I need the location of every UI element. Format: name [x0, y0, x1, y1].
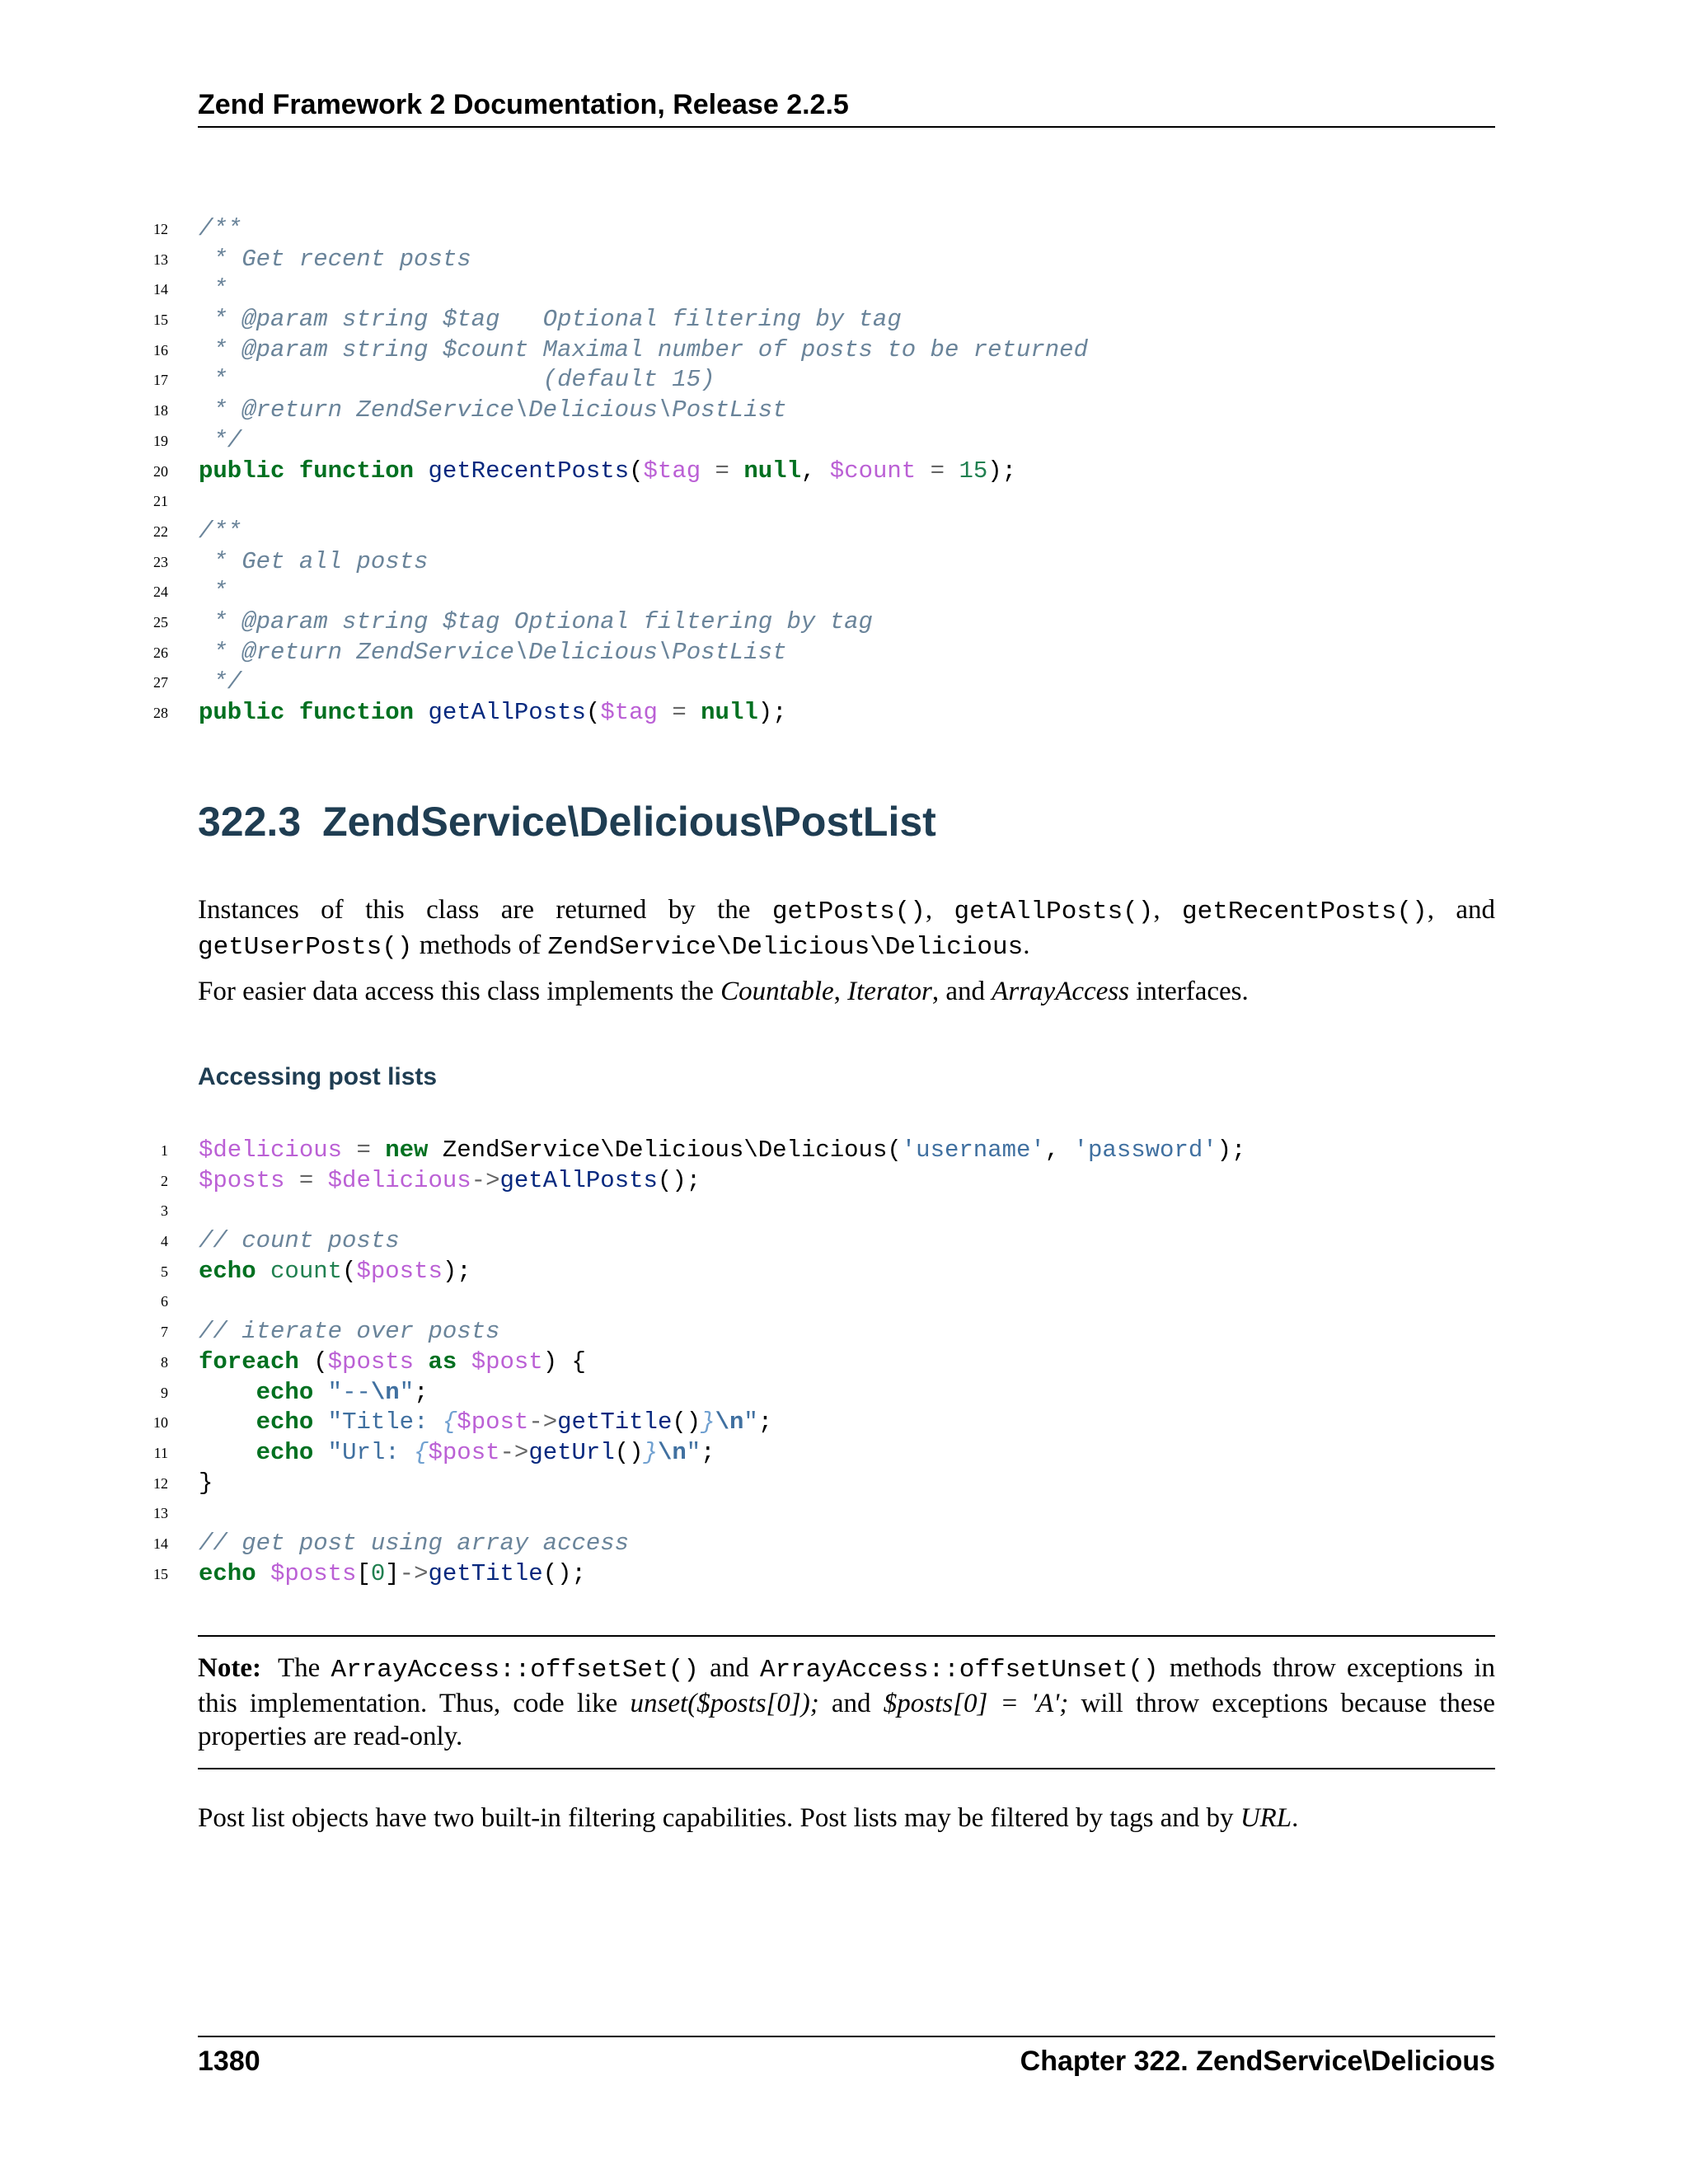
code-line	[0, 1498, 1688, 1529]
code-line: 20 public function getRecentPosts($tag = null, $count = 15);	[0, 457, 1688, 487]
section-title-text: ZendService\Delicious\PostList	[322, 799, 936, 845]
line-number: 3	[161, 1202, 168, 1220]
comment: * @param string $count Maximal number of posts to be returned	[199, 335, 1088, 363]
line-number: 12	[153, 1474, 168, 1492]
subsection-heading: Accessing post lists	[198, 1063, 438, 1090]
code-line	[0, 396, 1688, 426]
code-line: 11 echo "Url: {$post->getUrl()}\n";	[0, 1438, 1688, 1469]
closing-paragraph: Post list objects have two built-in filtering capabilities. Post lists may be filtered by tags and by URL.	[198, 1803, 1299, 1833]
code-line: 10 echo "Title: {$post->getTitle()}\n";	[0, 1408, 1688, 1438]
comment: // get post using array access	[199, 1529, 630, 1557]
code-line: 28 public function getAllPosts($tag = null);	[0, 698, 1688, 729]
comment: * @param string $tag Optional filtering by tag	[199, 607, 873, 635]
code-line: 5 echo count($posts);	[0, 1257, 1688, 1287]
line-number: 15	[153, 312, 168, 329]
code-line: 2 $posts = $delicious->getAllPosts();	[0, 1166, 1688, 1197]
line-number: 11	[153, 1444, 168, 1461]
code-block-interface	[0, 214, 1688, 729]
line-number: 17	[153, 372, 168, 389]
line-number: 8	[161, 1353, 168, 1371]
code-line	[0, 245, 1688, 275]
code-line: 9 echo "--\n";	[0, 1378, 1688, 1408]
line-number: 22	[153, 523, 168, 540]
line-number: 26	[153, 644, 168, 661]
code-line	[0, 607, 1688, 638]
section-number: 322.3	[198, 799, 302, 845]
comment: * Get all posts	[199, 547, 429, 575]
comment: * @return ZendService\Delicious\PostList	[199, 396, 787, 424]
running-header: Zend Framework 2 Documentation, Release 2.2.5	[198, 89, 1495, 128]
code-line	[0, 547, 1688, 578]
note-label: Note:	[198, 1653, 261, 1683]
code-line	[0, 638, 1688, 668]
code-line	[0, 1529, 1688, 1559]
comment: */	[199, 668, 242, 696]
line-number: 24	[153, 583, 168, 601]
section-heading	[198, 798, 936, 846]
page-number: 1380	[198, 2046, 260, 2077]
line-number: 12	[153, 221, 168, 237]
line-number: 10	[153, 1414, 168, 1432]
code-line	[0, 274, 1688, 305]
page-footer	[198, 2036, 1495, 2078]
line-number: 9	[161, 1384, 168, 1401]
comment: /**	[199, 215, 242, 242]
code-line	[0, 426, 1688, 457]
comment: * (default 15)	[199, 366, 715, 394]
code-line	[0, 335, 1688, 366]
line-number: 6	[161, 1293, 168, 1310]
code-line: 12 }	[0, 1469, 1688, 1499]
line-number: 28	[153, 705, 168, 721]
line-number: 20	[153, 462, 168, 480]
comment: * @return ZendService\Delicious\PostList	[199, 638, 787, 666]
line-number: 16	[153, 341, 168, 359]
line-number: 2	[161, 1172, 168, 1189]
line-number: 15	[153, 1565, 168, 1582]
code-line	[0, 214, 1688, 245]
line-number: 14	[153, 1535, 168, 1552]
code-line	[0, 1286, 1688, 1317]
line-number: 7	[161, 1324, 168, 1341]
comment: /**	[199, 517, 242, 545]
code-line	[0, 486, 1688, 517]
comment: * @param string $tag Optional filtering by tag	[199, 306, 902, 334]
line-number: 13	[153, 1505, 168, 1522]
code-line	[0, 577, 1688, 607]
interfaces-paragraph: For easier data access this class implements the Countable, Iterator, and ArrayAccess interfaces.	[198, 977, 1249, 1006]
line-number: 25	[153, 613, 168, 630]
code-line: 1 $delicious = new ZendService\Delicious\Delicious('username', 'password');	[0, 1136, 1688, 1166]
code-line	[0, 1196, 1688, 1226]
chapter-label: Chapter 322. ZendService\Delicious	[1020, 2046, 1495, 2077]
code-line	[0, 365, 1688, 396]
line-number: 27	[153, 674, 168, 691]
code-line: 15 echo $posts[0]->getTitle();	[0, 1559, 1688, 1590]
comment: */	[199, 426, 242, 454]
comment: * Get recent posts	[199, 245, 471, 273]
comment: // iterate over posts	[199, 1318, 500, 1346]
line-number: 18	[153, 402, 168, 419]
code-block-example	[0, 1136, 1688, 1589]
line-number: 23	[153, 553, 168, 570]
line-number: 19	[153, 432, 168, 449]
line-number: 5	[161, 1263, 168, 1280]
line-number: 14	[153, 281, 168, 298]
code-line	[0, 668, 1688, 698]
comment: *	[199, 578, 227, 606]
code-line	[0, 305, 1688, 335]
code-line	[0, 517, 1688, 547]
code-line: 8 foreach ($posts as $post) {	[0, 1347, 1688, 1378]
intro-paragraph: Instances of this class are returned by the getPosts(), getAllPosts(), getRecentPosts(), and getUserPosts() methods of ZendService\Delicious\Delicious.	[198, 895, 1496, 962]
comment: *	[199, 275, 227, 303]
code-line	[0, 1317, 1688, 1347]
line-number: 1	[161, 1142, 168, 1159]
comment: // count posts	[199, 1227, 400, 1255]
line-number: 4	[161, 1233, 168, 1250]
note-box: Note: The ArrayAccess::offsetSet() and ArrayAccess::offsetUnset() methods throw exceptions in this implementation. Thus, code like unset($posts[0]); and $posts[0] = 'A'; will throw exceptions because these properties are read-only.	[198, 1635, 1495, 1769]
line-number: 13	[153, 251, 168, 268]
line-number: 21	[153, 493, 168, 510]
code-line	[0, 1226, 1688, 1257]
